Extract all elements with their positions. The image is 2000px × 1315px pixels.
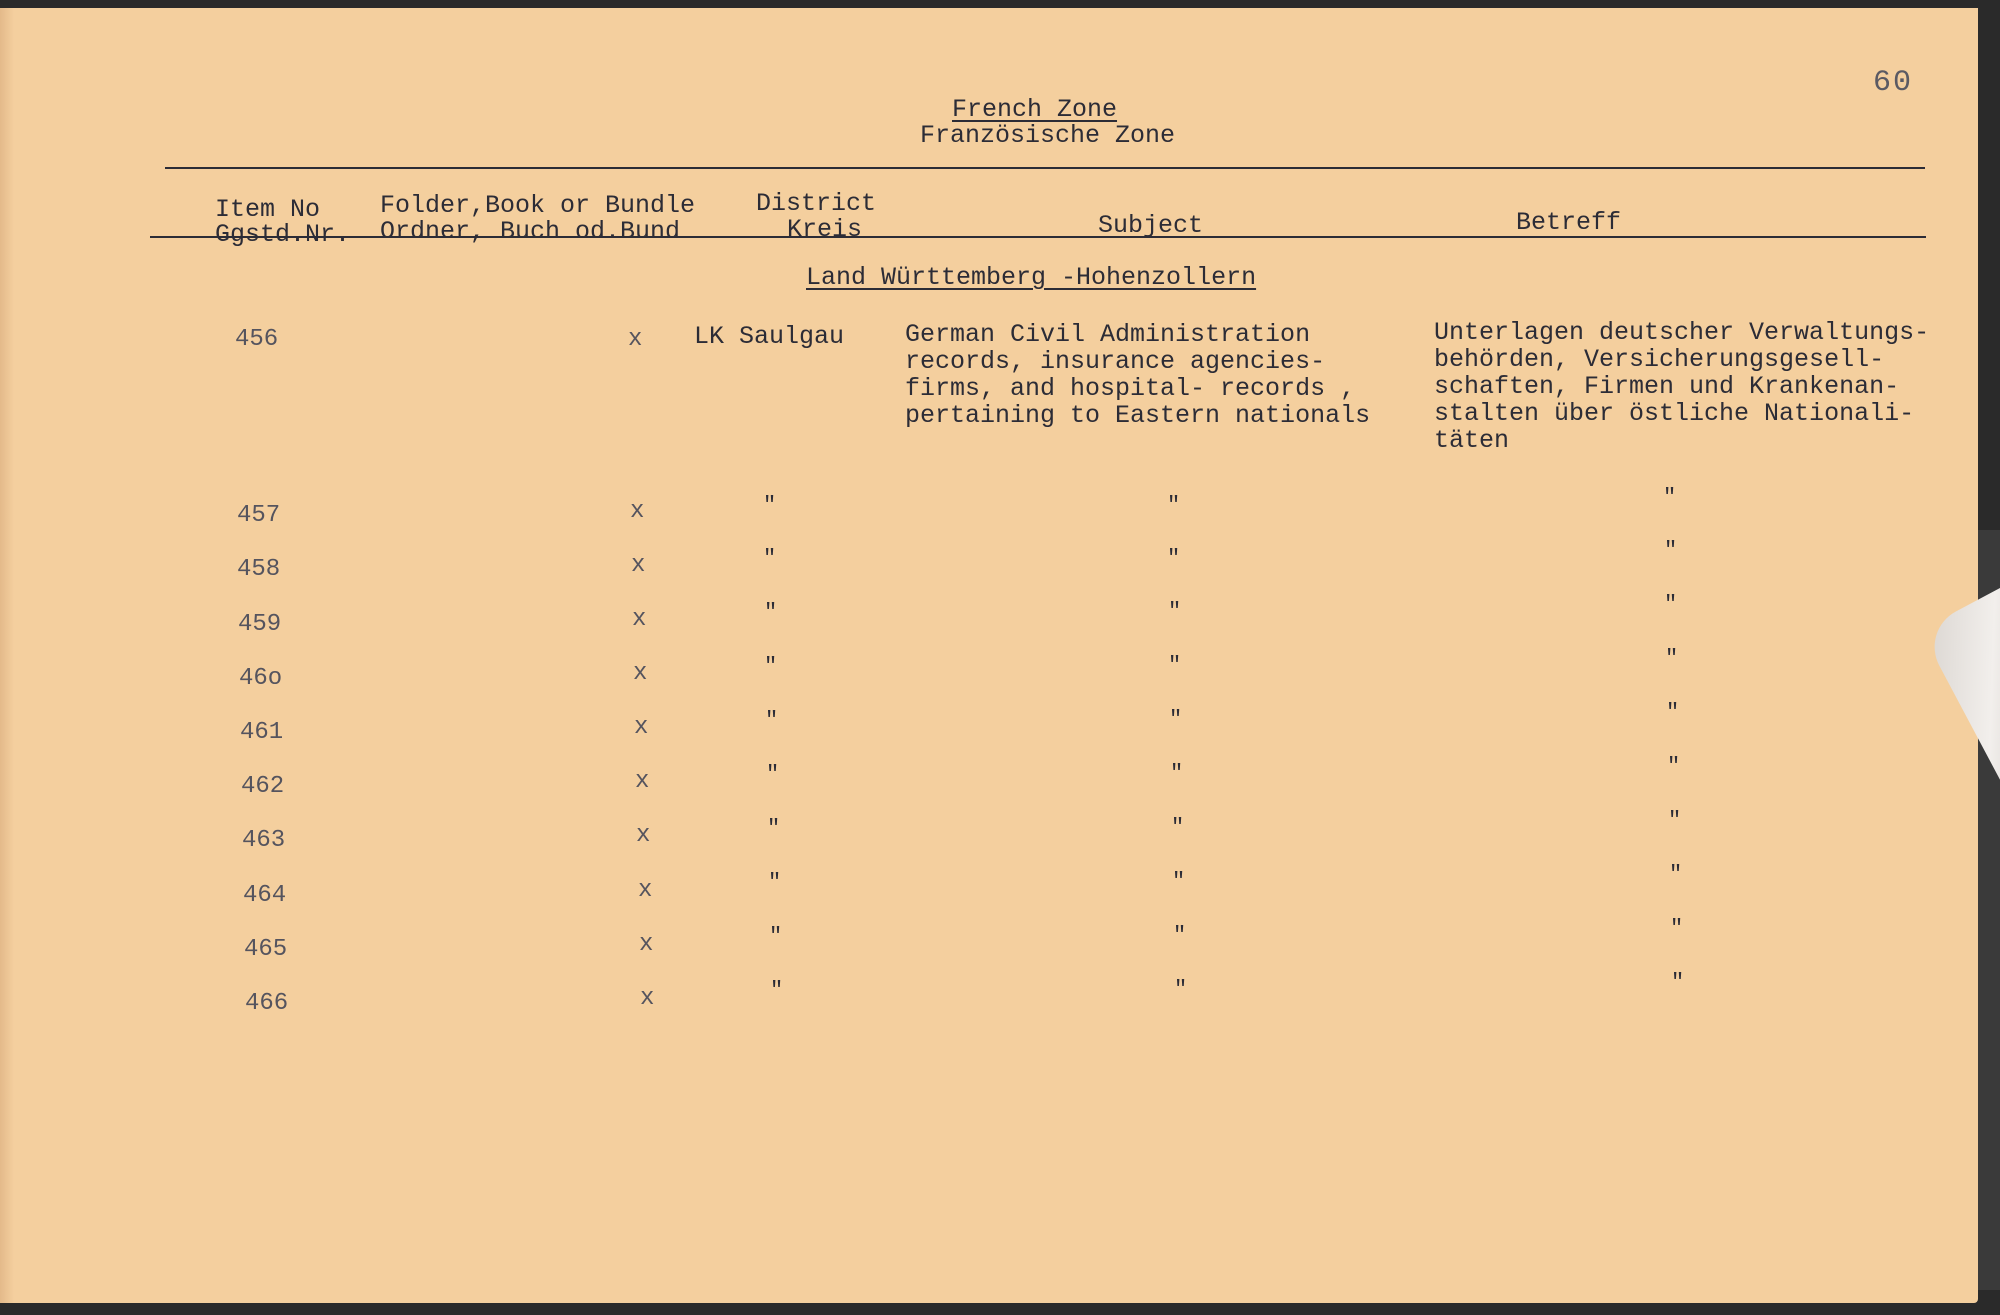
subject-ditto: " <box>1173 923 1187 948</box>
subject-line: German Civil Administration <box>905 320 1311 349</box>
subject-ditto: " <box>1169 707 1183 732</box>
folder-mark: x <box>632 606 647 633</box>
header-item-no-de: Ggstd.Nr. <box>215 220 351 249</box>
item-number: 464 <box>243 882 287 909</box>
item-number: 46o <box>239 665 283 692</box>
folder-mark: x <box>631 552 646 579</box>
betreff-line: Unterlagen deutscher Verwaltungs- <box>1434 318 1930 347</box>
betreff-line: schaften, Firmen und Krankenan- <box>1434 372 1900 401</box>
item-number: 456 <box>235 326 279 353</box>
folder-mark: x <box>636 822 651 849</box>
item-number: 463 <box>242 827 286 854</box>
district-ditto: " <box>766 762 780 787</box>
subject-line: pertaining to Eastern nationals <box>905 401 1371 430</box>
item-number: 461 <box>240 719 284 746</box>
item-number: 462 <box>241 773 285 800</box>
subject-ditto: " <box>1167 546 1181 571</box>
section-title: Land Württemberg -Hohenzollern <box>806 263 1257 292</box>
item-number: 457 <box>237 502 281 529</box>
betreff-ditto: " <box>1664 592 1678 617</box>
folder-mark: x <box>638 877 653 904</box>
district-ditto: " <box>763 546 777 571</box>
zone-title-de: Französische Zone <box>920 121 1176 150</box>
betreff-ditto: " <box>1667 754 1681 779</box>
betreff-ditto: " <box>1671 970 1685 995</box>
folder-mark: x <box>633 660 648 687</box>
district-value: LK Saulgau <box>694 322 845 351</box>
district-ditto: " <box>764 654 778 679</box>
page-number: 60 <box>1873 66 1914 100</box>
folder-mark: x <box>630 498 645 525</box>
subject-ditto: " <box>1167 493 1181 518</box>
subject-ditto: " <box>1168 653 1182 678</box>
folder-mark: x <box>640 985 655 1012</box>
item-number: 458 <box>237 556 281 583</box>
header-district-de: Kreis <box>787 215 863 244</box>
betreff-ditto: " <box>1664 538 1678 563</box>
header-item-no-en: Item No <box>215 195 321 224</box>
header-top-rule <box>165 167 1925 169</box>
item-number: 466 <box>245 990 289 1017</box>
betreff-ditto: " <box>1669 862 1683 887</box>
betreff-line: behörden, Versicherungsgesell- <box>1434 345 1885 374</box>
item-number: 465 <box>244 936 288 963</box>
betreff-line: stalten über östliche Nationali- <box>1434 399 1915 428</box>
subject-line: records, insurance agencies- <box>905 347 1326 376</box>
item-number: 459 <box>238 611 282 638</box>
header-betreff: Betreff <box>1516 208 1622 237</box>
folder-mark: x <box>628 326 643 353</box>
betreff-ditto: " <box>1668 808 1682 833</box>
zone-title-en: French Zone <box>952 95 1118 124</box>
folder-mark: x <box>635 768 650 795</box>
district-ditto: " <box>763 493 777 518</box>
subject-ditto: " <box>1172 869 1186 894</box>
district-ditto: " <box>769 924 783 949</box>
header-bottom-rule <box>150 236 1926 238</box>
betreff-ditto: " <box>1670 916 1684 941</box>
betreff-ditto: " <box>1666 700 1680 725</box>
betreff-line: täten <box>1434 426 1510 455</box>
header-subject: Subject <box>1098 211 1204 240</box>
subject-line: firms, and hospital- records , <box>905 374 1356 403</box>
betreff-ditto: " <box>1663 485 1677 510</box>
betreff-ditto: " <box>1665 646 1679 671</box>
subject-ditto: " <box>1170 761 1184 786</box>
district-ditto: " <box>765 708 779 733</box>
folder-mark: x <box>639 931 654 958</box>
subject-ditto: " <box>1171 815 1185 840</box>
header-folder-de: Ordner, Buch od.Bund <box>380 217 681 246</box>
header-district-en: District <box>756 189 877 218</box>
district-ditto: " <box>768 870 782 895</box>
document-page <box>0 8 1978 1303</box>
district-ditto: " <box>764 600 778 625</box>
folder-mark: x <box>634 714 649 741</box>
district-ditto: " <box>770 978 784 1003</box>
subject-ditto: " <box>1168 599 1182 624</box>
subject-ditto: " <box>1174 977 1188 1002</box>
district-ditto: " <box>767 816 781 841</box>
header-folder-en: Folder,Book or Bundle <box>380 191 696 220</box>
